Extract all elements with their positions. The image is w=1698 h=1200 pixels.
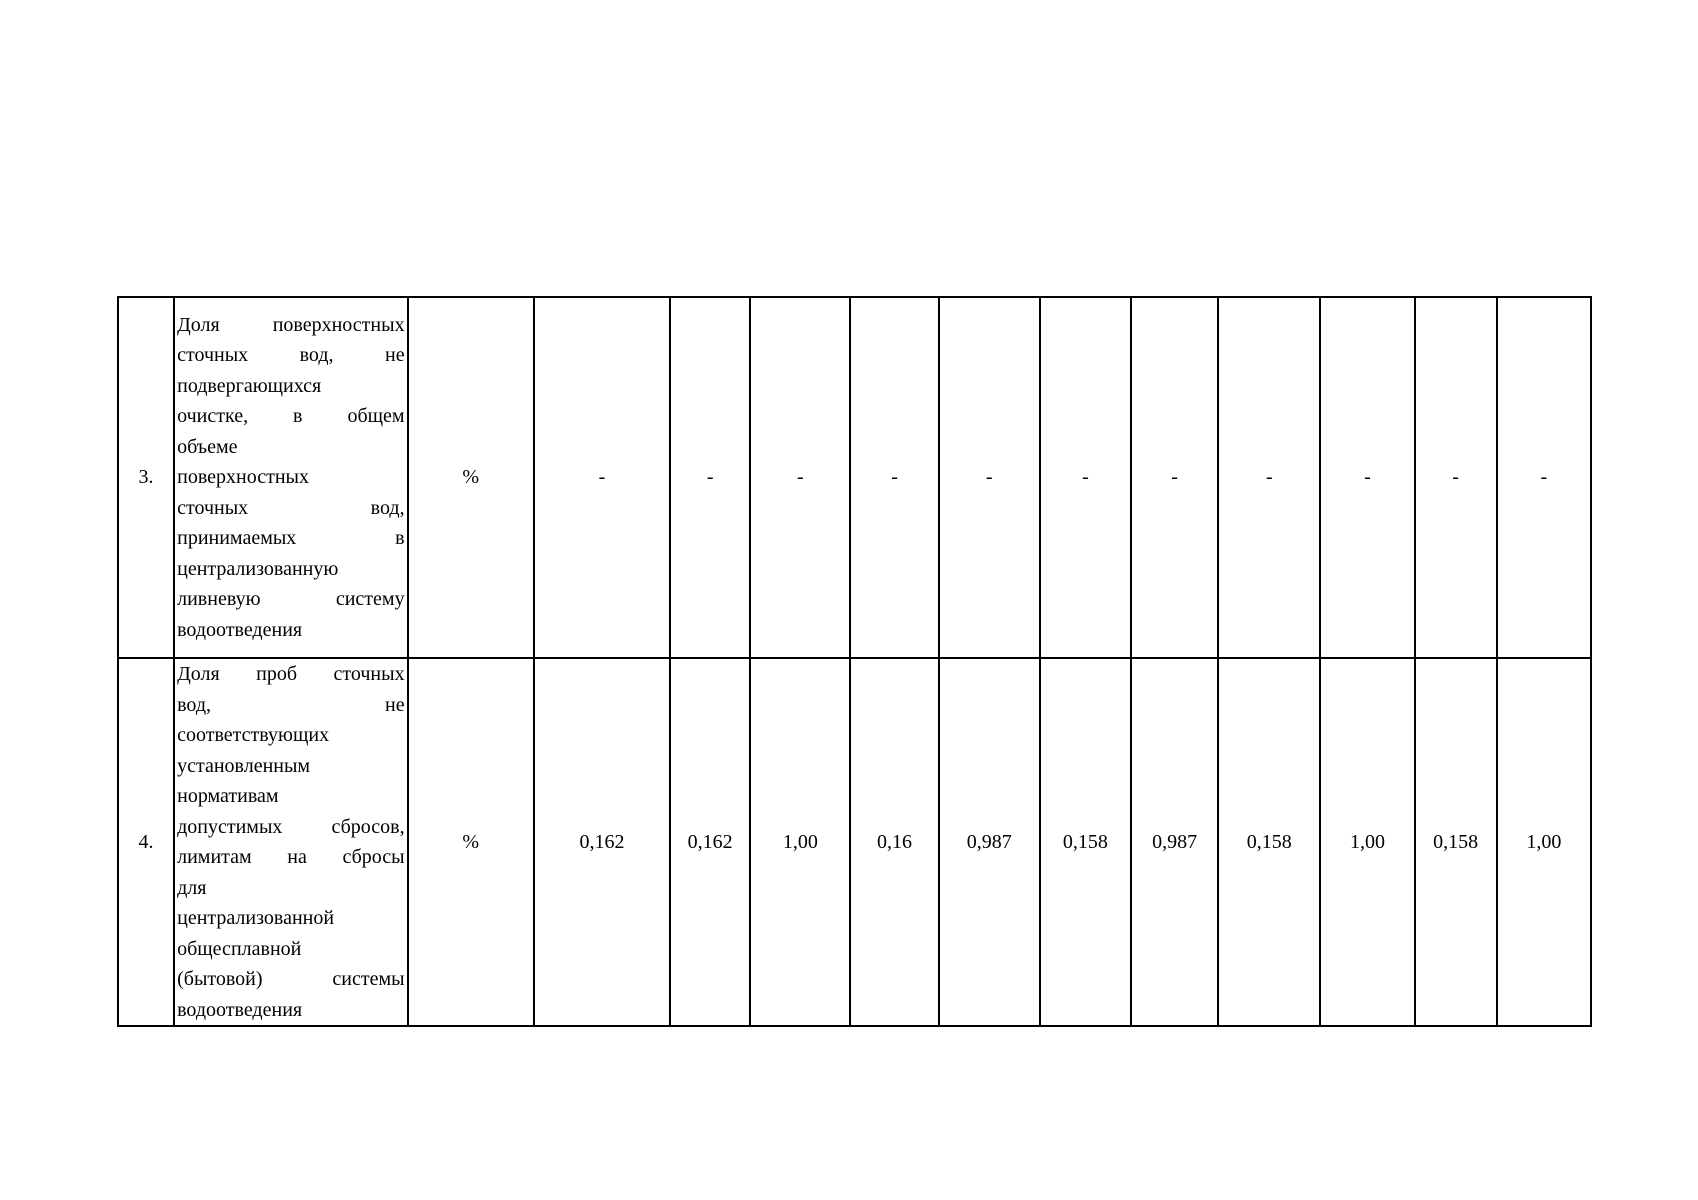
value-cell: - <box>1040 297 1131 658</box>
description-line: принимаемых в <box>177 527 405 550</box>
value-cell: - <box>1497 297 1591 658</box>
value-cell: - <box>1218 297 1320 658</box>
value-cell: - <box>750 297 850 658</box>
value-cell: 0,158 <box>1415 658 1497 1026</box>
description-line: общесплавной <box>177 937 302 960</box>
value-cell: - <box>670 297 750 658</box>
description-line: вод, не <box>177 693 405 716</box>
description-line: сточных вод, <box>177 496 405 519</box>
description-line: очистке, в общем <box>177 405 405 428</box>
value-cell: - <box>1131 297 1218 658</box>
value-cell: 0,158 <box>1040 658 1131 1026</box>
value-cell: 1,00 <box>750 658 850 1026</box>
description-line: Доля поверхностных <box>177 313 405 336</box>
value-cell: - <box>1320 297 1414 658</box>
indicators-table <box>117 296 1592 1027</box>
description-line: централизованной <box>177 907 335 929</box>
value-cell: 0,16 <box>850 658 938 1026</box>
value-cell: 0,162 <box>534 658 670 1026</box>
row-number: 3. <box>118 297 174 658</box>
table-row <box>118 658 1591 1026</box>
value-cell: 0,987 <box>1131 658 1218 1026</box>
description-line: соответствующих <box>177 724 330 746</box>
value-cell: 1,00 <box>1497 658 1591 1026</box>
value-cell: - <box>534 297 670 658</box>
description-line: ливневую систему <box>177 588 405 611</box>
description-line: централизованную <box>177 557 339 580</box>
description-line: лимитам на сбросы <box>177 846 405 868</box>
description-line: поверхностных <box>177 466 309 489</box>
table-body <box>118 297 1591 1026</box>
unit-cell: % <box>408 658 534 1026</box>
row-description <box>174 658 407 1026</box>
description-line: водоотведения <box>177 618 303 641</box>
value-cell: - <box>1415 297 1497 658</box>
description-line: допустимых сбросов, <box>177 815 405 838</box>
description-line: объеме <box>177 435 238 458</box>
description-line: подвергающихся <box>177 374 322 397</box>
row-number: 4. <box>118 658 174 1026</box>
description-line: Доля проб сточных <box>177 663 405 685</box>
description-line: (бытовой) системы <box>177 968 405 990</box>
description-line: нормативам <box>177 785 279 807</box>
value-cell: 0,162 <box>670 658 750 1026</box>
description-line: установленным <box>177 754 311 777</box>
row-description <box>174 297 407 658</box>
description-line: водоотведения <box>177 998 303 1021</box>
value-cell: 0,987 <box>939 658 1040 1026</box>
description-line: сточных вод, не <box>177 344 405 367</box>
description-line: для <box>177 876 207 899</box>
value-cell: - <box>850 297 938 658</box>
table-row <box>118 297 1591 658</box>
unit-cell: % <box>408 297 534 658</box>
value-cell: - <box>939 297 1040 658</box>
value-cell: 0,158 <box>1218 658 1320 1026</box>
value-cell: 1,00 <box>1320 658 1414 1026</box>
